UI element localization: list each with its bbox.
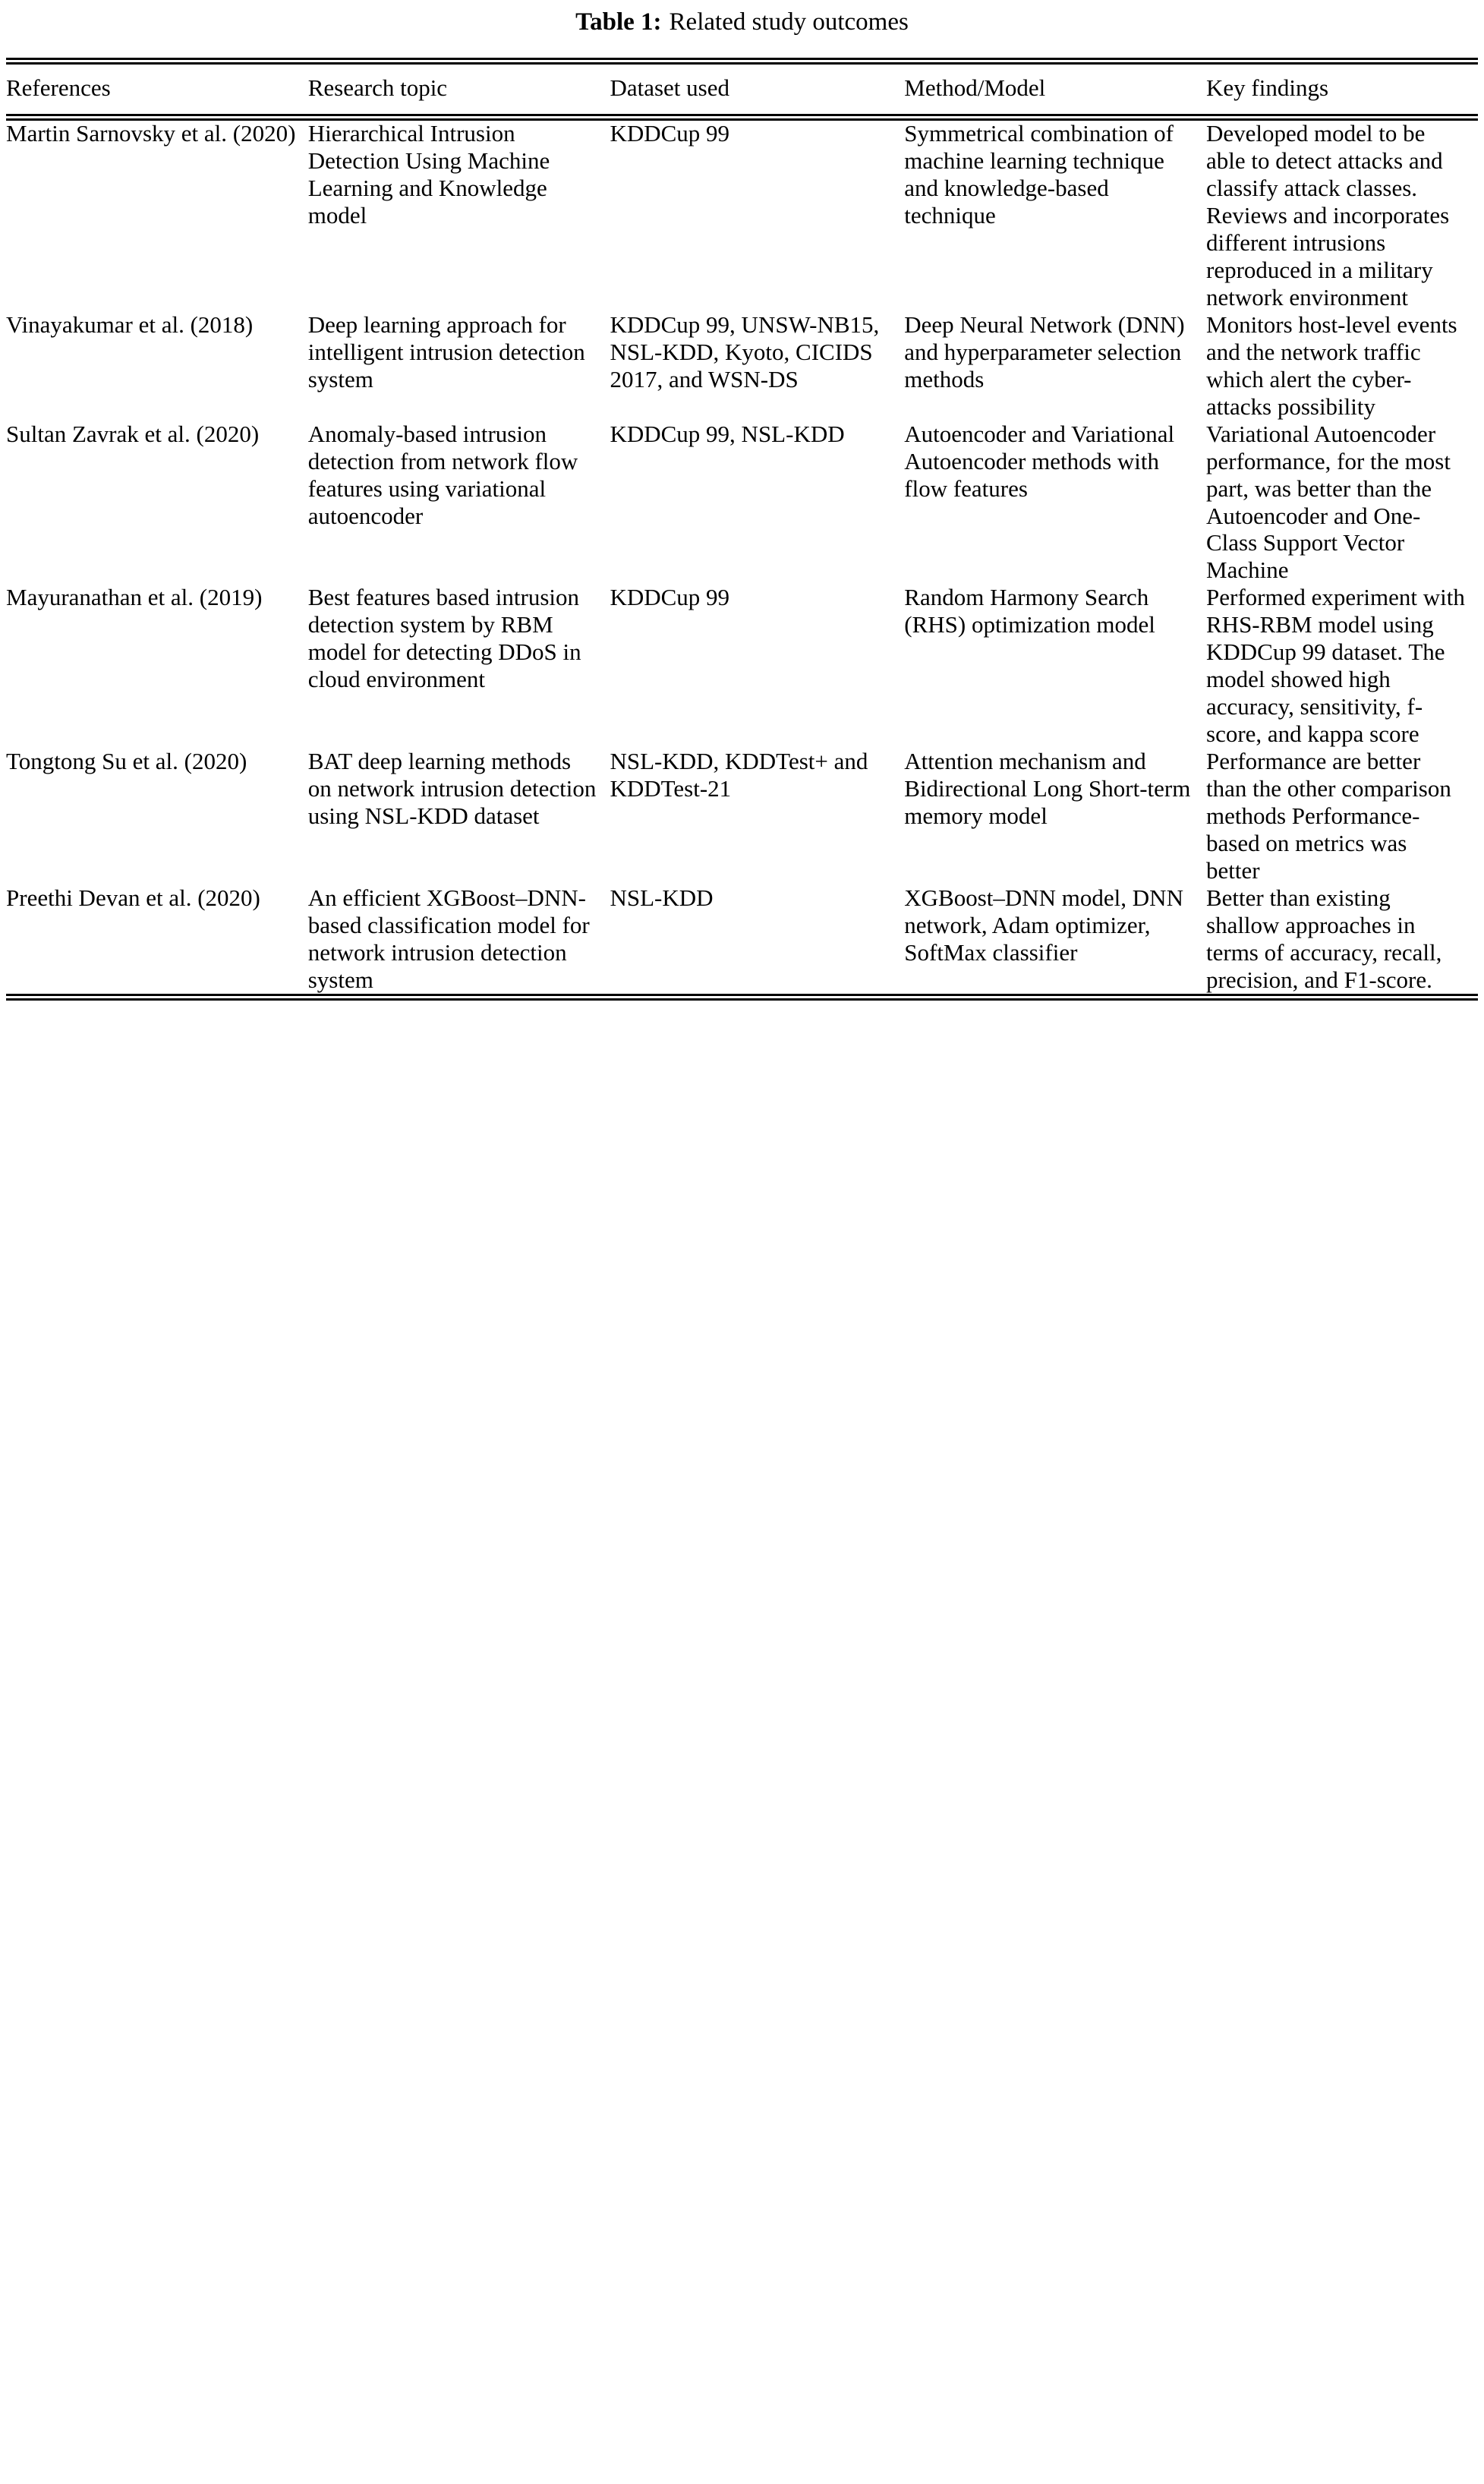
column-header-references: References	[6, 74, 111, 101]
cell-reference: Martin Sarnovsky et al. (2020)	[6, 120, 296, 147]
caption-text: Related study outcomes	[669, 8, 909, 36]
table-row	[6, 748, 1478, 884]
cell-method-model: Attention mechanism and Bidirectional Long Short-term memory model	[904, 748, 1191, 829]
table-caption	[6, 0, 1478, 58]
related-study-table	[6, 64, 1478, 115]
cell-dataset-used: NSL-KDD, KDDTest+ and KDDTest-21	[610, 748, 868, 802]
table-row	[6, 120, 1478, 311]
column-header-research-topic: Research topic	[307, 74, 448, 101]
cell-dataset-used: KDDCup 99	[610, 120, 730, 147]
table-header-row	[6, 64, 1478, 115]
column-header-method-model: Method/Model	[904, 74, 1046, 101]
cell-reference: Preethi Devan et al. (2020)	[6, 884, 260, 911]
table-row	[6, 884, 1478, 994]
table-row	[6, 421, 1478, 585]
table-header	[6, 64, 1478, 115]
table-row	[6, 584, 1478, 748]
column-header-key-findings: Key findings	[1206, 74, 1329, 101]
cell-research-topic: Anomaly-based intrusion detection from network flow features using variational autoencoder	[307, 420, 578, 529]
cell-key-findings: Performance are better than the other comparison methods Performance-based on metrics was better	[1206, 748, 1451, 884]
cell-reference: Vinayakumar et al. (2018)	[6, 310, 254, 338]
cell-key-findings: Monitors host-level events and the network traffic which alert the cyber-attacks possibility	[1206, 310, 1457, 420]
column-header-dataset-used: Dataset used	[610, 74, 729, 101]
cell-method-model: Deep Neural Network (DNN) and hyperparameter selection methods	[904, 310, 1185, 392]
table-top-rule	[6, 58, 1478, 64]
cell-reference: Tongtong Su et al. (2020)	[6, 748, 247, 775]
cell-key-findings: Better than existing shallow approaches in terms of accuracy, recall, precision, and F1-score.	[1206, 884, 1442, 993]
table-bottom-rule	[6, 994, 1478, 1000]
cell-method-model: Autoencoder and Variational Autoencoder methods with flow features	[904, 420, 1175, 502]
cell-dataset-used: KDDCup 99, UNSW-NB15, NSL-KDD, Kyoto, CICIDS 2017, and WSN-DS	[610, 310, 880, 392]
cell-method-model: XGBoost–DNN model, DNN network, Adam optimizer, SoftMax classifier	[904, 884, 1183, 966]
table-header-rule	[6, 114, 1478, 120]
cell-key-findings: Developed model to be able to detect attacks and classify attack classes. Reviews and incorporates different intrusions reproduced in a military network environment	[1206, 120, 1450, 310]
cell-research-topic: Best features based intrusion detection system by RBM model for detecting DDoS in cloud environment	[307, 584, 581, 693]
table-row	[6, 311, 1478, 421]
cell-dataset-used: KDDCup 99, NSL-KDD	[610, 420, 845, 447]
cell-dataset-used: KDDCup 99	[610, 584, 730, 611]
cell-research-topic: BAT deep learning methods on network intrusion detection using NSL-KDD dataset	[307, 748, 597, 829]
cell-research-topic: Hierarchical Intrusion Detection Using Machine Learning and Knowledge model	[307, 120, 550, 229]
table-body	[6, 120, 1478, 994]
cell-dataset-used: NSL-KDD	[610, 884, 714, 911]
cell-reference: Sultan Zavrak et al. (2020)	[6, 420, 260, 447]
caption-label: Table 1:	[575, 8, 662, 36]
related-study-table-body	[6, 120, 1478, 994]
cell-research-topic: Deep learning approach for intelligent intrusion detection system	[307, 310, 585, 392]
cell-research-topic: An efficient XGBoost–DNN-based classification model for network intrusion detection system	[307, 884, 590, 993]
cell-key-findings: Performed experiment with RHS-RBM model using KDDCup 99 dataset. The model showed high accuracy, sensitivity, f-score, and kappa score	[1206, 584, 1465, 748]
cell-key-findings: Variational Autoencoder performance, for the most part, was better than the Autoencoder and One-Class Support Vector Machine	[1206, 420, 1451, 584]
cell-method-model: Random Harmony Search (RHS) optimization model	[904, 584, 1155, 638]
cell-method-model: Symmetrical combination of machine learning technique and knowledge-based technique	[904, 120, 1174, 229]
cell-reference: Mayuranathan et al. (2019)	[6, 584, 263, 611]
